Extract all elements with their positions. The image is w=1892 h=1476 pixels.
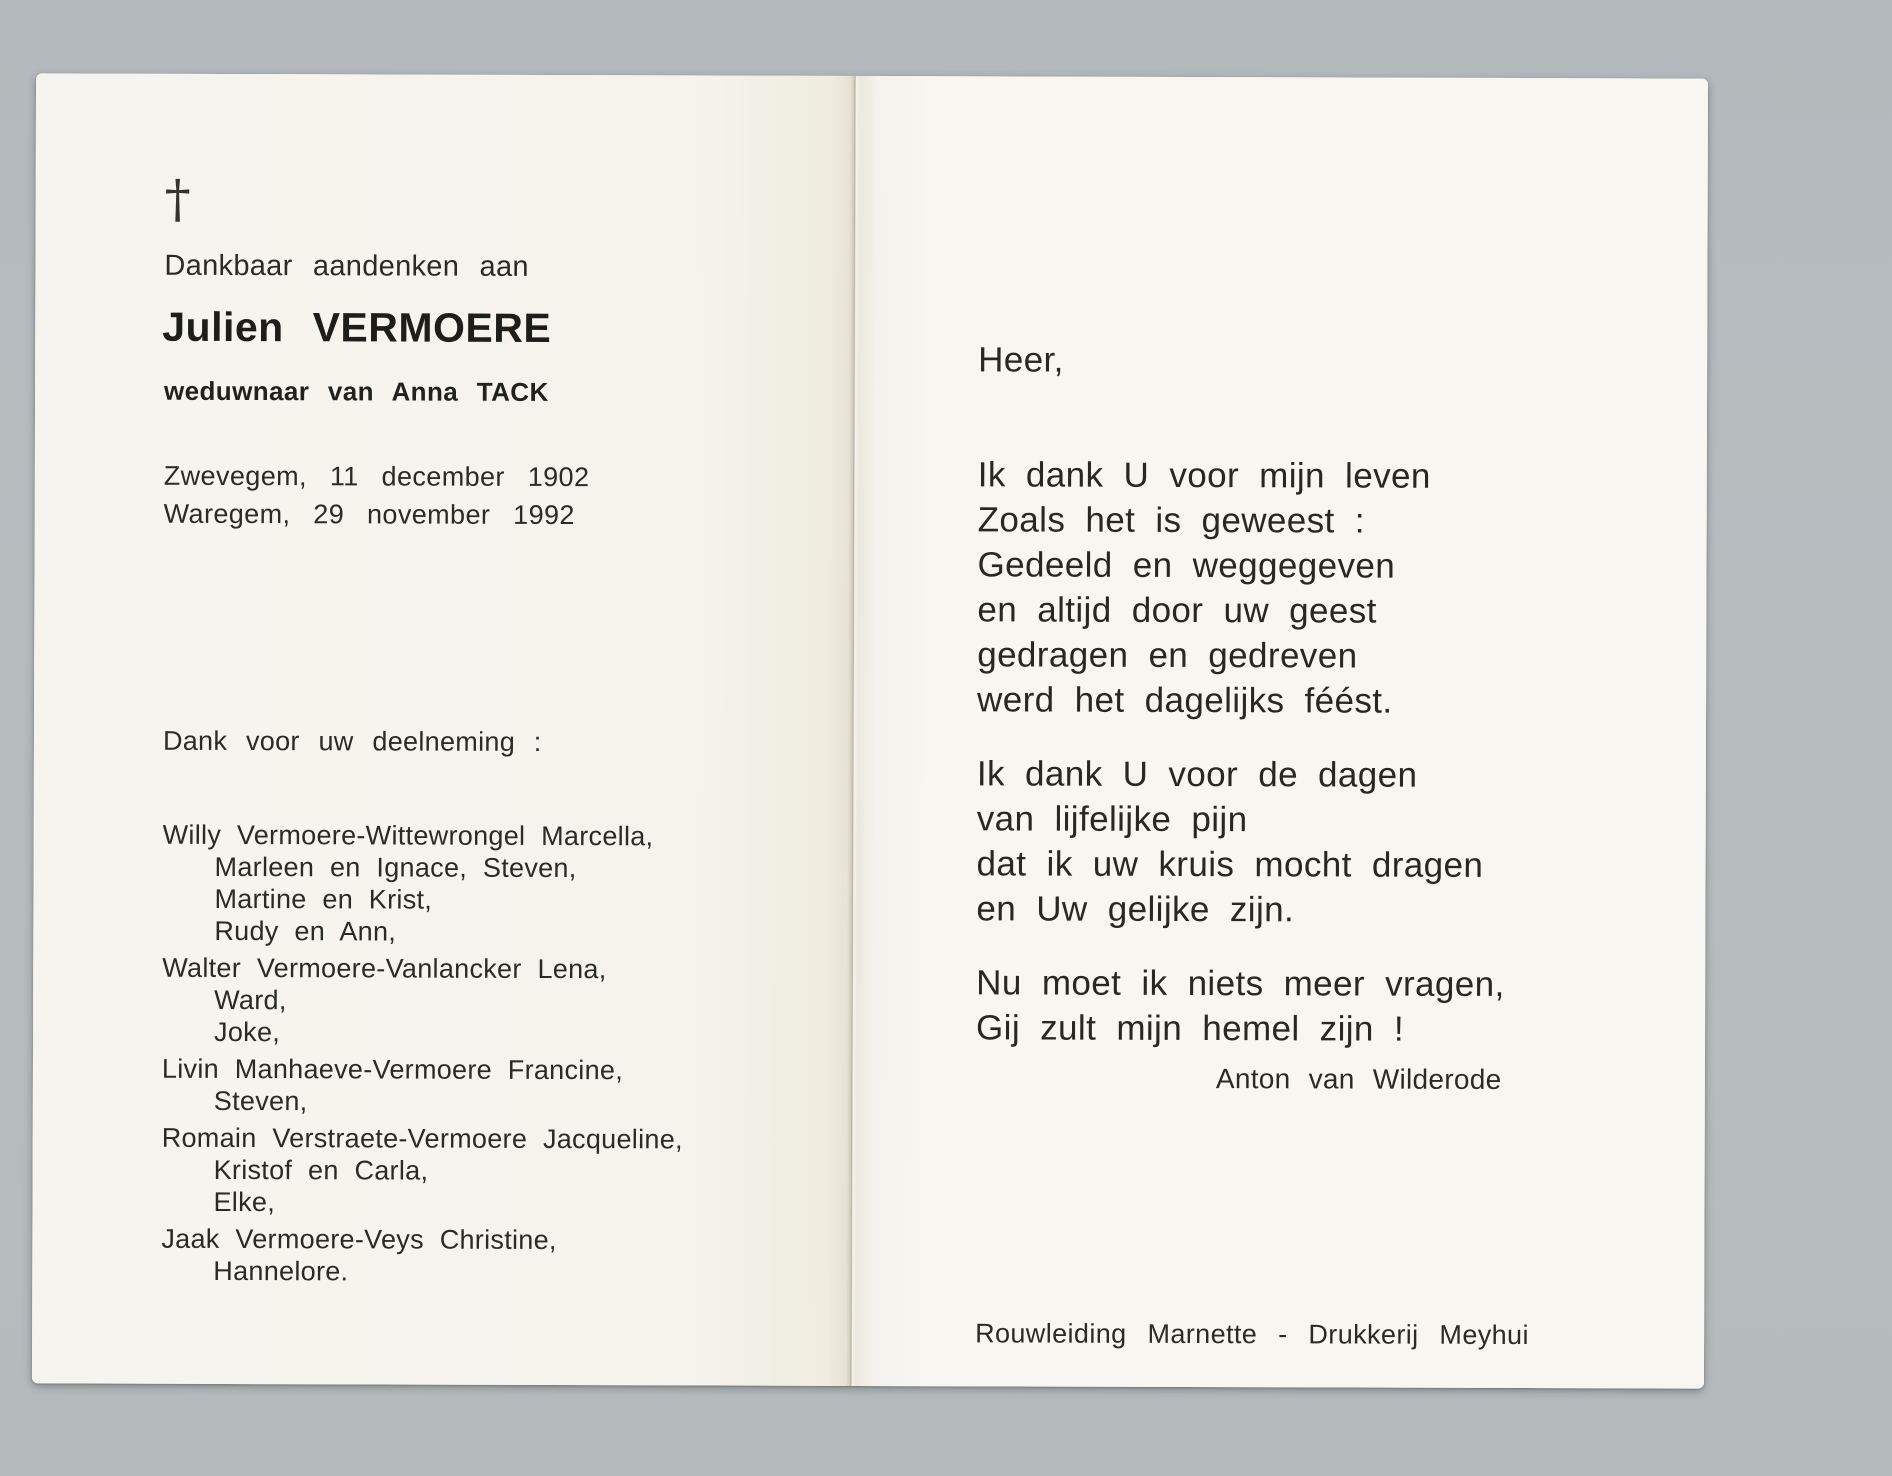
poem-line: Gedeeld en weggegeven [977,545,1396,586]
family-line: Ward, [214,984,287,1016]
family-line: Martine en Krist, [214,883,433,915]
family-line: Jaak Vermoere-Veys Christine, [161,1223,557,1256]
poem-author: Anton van Wilderode [1215,1063,1502,1095]
family-line: Rudy en Ann, [214,915,397,947]
memorial-intro-line: Dankbaar aandenken aan [164,249,529,283]
poem-stanza [976,960,1505,1052]
family-line: Joke, [214,1016,281,1048]
family-list [161,819,684,1289]
family-line: Kristof en Carla, [213,1154,429,1186]
poem-line: en altijd door uw geest [977,590,1377,631]
poem-line: werd het dagelijks féést. [977,680,1393,721]
family-line: Walter Vermoere-Vanlancker Lena, [162,952,607,985]
poem-line: Gij zult mijn hemel zijn ! [976,1008,1405,1049]
poem-line: Ik dank U voor de dagen [976,754,1418,795]
life-dates [164,457,590,534]
poem-stanza [976,751,1505,933]
poem-line: dat ik uw kruis mocht dragen [976,844,1484,885]
birth-place-date: Zwevegem, 11 december 1902 [163,460,590,493]
cross-icon: † [164,169,191,230]
printer-credit-line: Rouwleiding Marnette - Drukkerij Meyhui [975,1318,1529,1351]
family-line: Willy Vermoere-Wittewrongel Marcella, [162,819,654,852]
family-line: Elke, [213,1186,276,1218]
family-line: Livin Manhaeve-Vermoere Francine, [161,1053,624,1086]
poem-stanza [977,452,1506,724]
poem-line: Nu moet ik niets meer vragen, [976,963,1505,1004]
family-line: Hannelore. [213,1255,349,1287]
death-place-date: Waregem, 29 november 1992 [163,498,575,531]
poem-line: Ik dank U voor mijn leven [977,455,1431,496]
family-line: Romain Verstraete-Vermoere Jacqueline, [161,1122,683,1155]
poem-line: en Uw gelijke zijn. [976,889,1295,930]
family-line: Marleen en Ignace, Steven, [214,851,577,884]
memorial-card [32,73,1708,1388]
poem-line: van lijfelijke pijn [976,799,1248,840]
condolence-thanks-line: Dank voor uw deelneming : [162,725,542,757]
widower-relation-line: weduwnaar van Anna TACK [164,375,549,407]
memorial-poem [976,452,1506,1081]
family-line: Steven, [213,1085,308,1117]
poem-line: gedragen en gedreven [977,635,1358,676]
deceased-name: Julien VERMOERE [162,303,552,351]
poem-salutation: Heer, [978,340,1064,380]
poem-line: Zoals het is geweest : [977,500,1366,541]
